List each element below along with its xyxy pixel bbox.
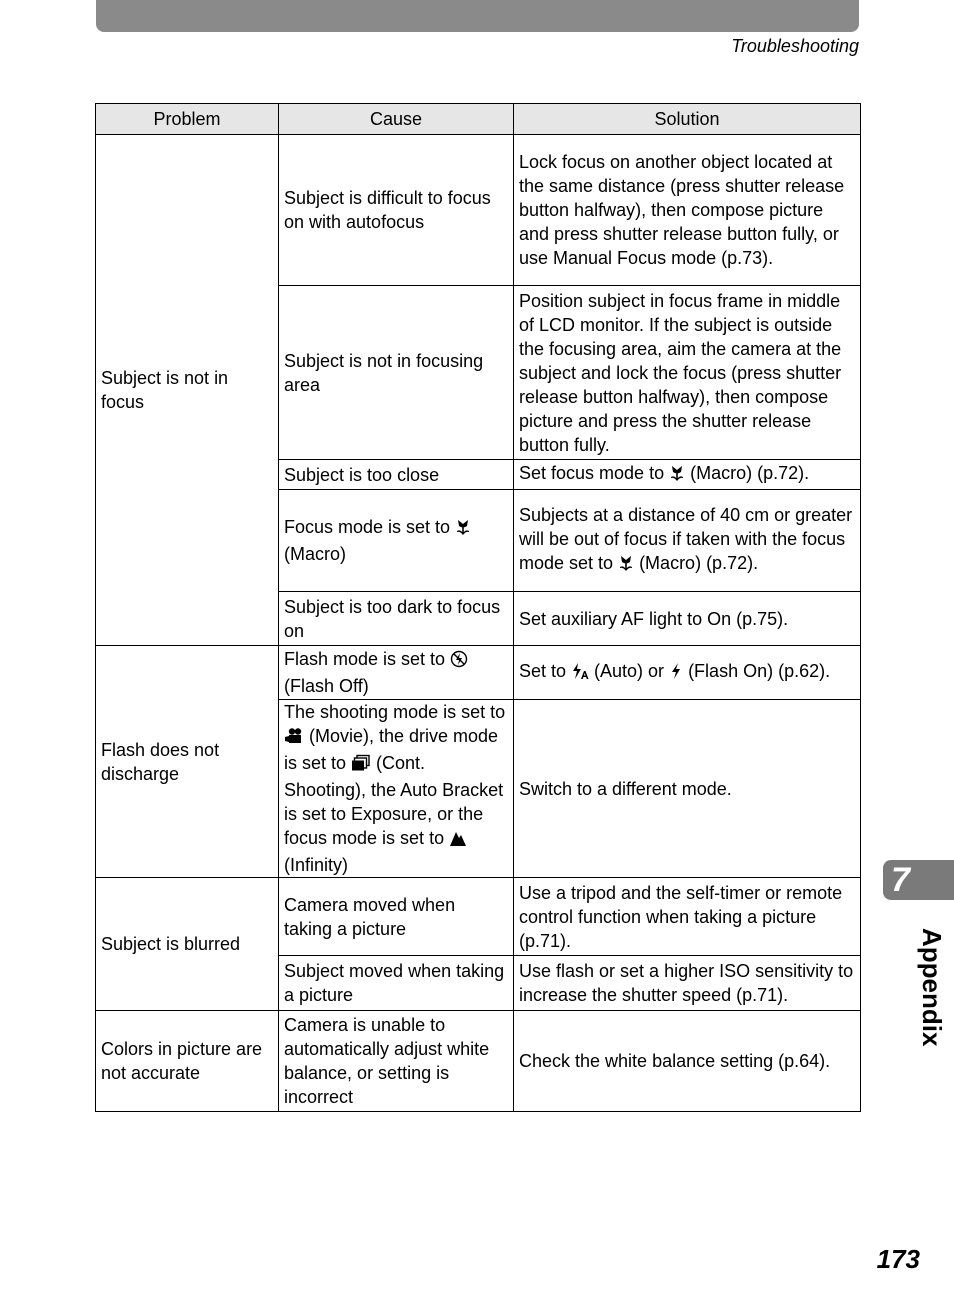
flash-off-icon [450, 650, 468, 674]
page-number: 173 [876, 1244, 920, 1274]
chapter-label: Appendix [917, 928, 947, 1047]
troubleshooting-table [95, 103, 861, 1112]
solution-cell: Use flash or set a higher ISO sensitivity to increase the shutter speed (p.71). [514, 956, 861, 1011]
table-row [96, 878, 861, 956]
cause-cell: Focus mode is set to (Macro) [279, 490, 514, 592]
solution-cell: Set to (Auto) or (Flash On) (p.62). [514, 646, 861, 700]
column-header-solution: Solution [514, 104, 861, 135]
cause-cell: Camera moved when taking a picture [279, 878, 514, 956]
infinity-mountain-icon [449, 829, 467, 853]
top-bar [96, 0, 859, 32]
cause-cell: Camera is unable to automatically adjust white balance, or setting is incorrect [279, 1011, 514, 1112]
chapter-number: 7 [891, 861, 910, 899]
problem-cell: Colors in picture are not accurate [96, 1011, 279, 1112]
problem-cell: Subject is not in focus [96, 135, 279, 646]
table-header-row [96, 104, 861, 135]
problem-cell: Flash does not discharge [96, 646, 279, 878]
solution-cell: Set auxiliary AF light to On (p.75). [514, 592, 861, 646]
solution-cell: Subjects at a distance of 40 cm or greater will be out of focus if taken with the focus mode set to (Macro) (p.72). [514, 490, 861, 592]
column-header-problem: Problem [96, 104, 279, 135]
table-row [96, 1011, 861, 1112]
cause-cell: Subject is difficult to focus on with autofocus [279, 135, 514, 286]
problem-cell: Subject is blurred [96, 878, 279, 1011]
cause-cell: Subject is not in focusing area [279, 286, 514, 460]
section-title: Troubleshooting [731, 36, 859, 56]
table-row [96, 646, 861, 700]
solution-cell: Lock focus on another object located at the same distance (press shutter release button halfway), then compose picture and press shutter release button fully, or use Manual Focus mode (p.73). [514, 135, 861, 286]
cause-cell: Subject is too dark to focus on [279, 592, 514, 646]
solution-cell: Switch to a different mode. [514, 700, 861, 878]
table-row [96, 135, 861, 286]
solution-cell: Position subject in focus frame in middle of LCD monitor. If the subject is outside the focusing area, aim the camera at the subject and lock the focus (press shutter release button halfway), then compose picture and press the shutter release button fully. [514, 286, 861, 460]
macro-flower-icon [455, 518, 471, 542]
solution-cell: Use a tripod and the self-timer or remote control function when taking a picture (p.71). [514, 878, 861, 956]
solution-cell: Set focus mode to (Macro) (p.72). [514, 460, 861, 490]
cause-cell: Subject moved when taking a picture [279, 956, 514, 1011]
cause-cell: Flash mode is set to (Flash Off) [279, 646, 514, 700]
flash-auto-icon [571, 662, 589, 686]
cause-cell: The shooting mode is set to (Movie), the drive mode is set to (Cont. Shooting), the Auto Bracket is set to Exposure, or the focus mode is set to (Infinity) [279, 700, 514, 878]
cause-cell: Subject is too close [279, 460, 514, 490]
movie-camera-icon [284, 727, 304, 751]
column-header-cause: Cause [279, 104, 514, 135]
solution-cell: Check the white balance setting (p.64). [514, 1011, 861, 1112]
macro-flower-icon [618, 554, 634, 578]
flash-on-icon [669, 662, 683, 686]
continuous-shooting-icon [351, 754, 371, 778]
chapter-tab [883, 860, 954, 900]
macro-flower-icon [669, 464, 685, 488]
